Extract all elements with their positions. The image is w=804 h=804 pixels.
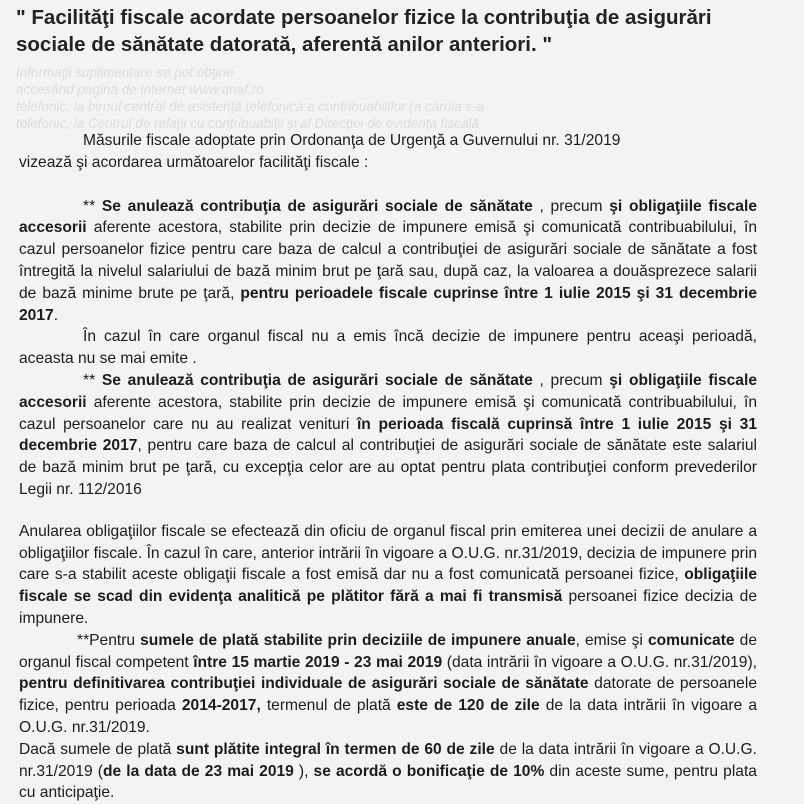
body-text: Anularea obligaţiilor fiscale se efectează din oficiu de organul fiscal prin emiterea unei decizii de anulare a obligaţiilor fiscale. În cazul în care, anterior intrării în vigoare a O.U.G. nr.31/2019, decizia de impunere prin care s-a stabilit aceste obligaţii fiscale a fost emisă dar nu a fost comunicată persoanei fizice,	[19, 522, 757, 584]
emphasis-text: pentru perioadele fiscale cuprinse între 1 iulie 2015 şi 31 decembrie 2017	[19, 284, 757, 324]
emphasis-text: comunicate	[647, 631, 735, 649]
facility-paragraph-1	[19, 196, 757, 370]
emphasis-text: 2014-2017,	[181, 697, 261, 715]
body-text: de la data intrării în vigoare a O.U.G. nr.31/2019.	[19, 697, 758, 736]
body-text: În cazul în care organul fiscal nu a emis încă decizie de impunere pentru aceaşi perioadă, aceasta nu se mai emite .	[19, 328, 757, 368]
emphasis-text: sunt plătite integral în termen de 60 de zile	[176, 740, 495, 758]
body-text: de la data intrării în vigoare a O.U.G. nr.31/2019 (	[19, 740, 757, 780]
document-title: " Facilităţi fiscale acordate persoanelor fizice la contribuţia de asigurări sociale de sănătate datorată, aferentă anilor anteriori. "	[16, 6, 712, 56]
intro-line-2: vizează şi acordarea următoarelor facilităţi fiscale :	[19, 153, 369, 171]
payment-term-paragraph	[19, 630, 757, 739]
body-text: , emise şi	[575, 631, 648, 649]
emphasis-text: şi obligaţiile fiscale accesorii	[19, 197, 757, 237]
body-text: .	[53, 306, 59, 324]
body-text: din aceste sume, pentru plata cu anticipaţie.	[19, 762, 757, 802]
emphasis-text: obligaţiile fiscale se scad din evidenţa analitică pe plătitor fără a mai fi transmisă	[19, 566, 757, 606]
body-text: , precum	[532, 197, 610, 215]
emphasis-text: Se anulează contribuţia de asigurări sociale de sănătate	[101, 371, 533, 389]
emphasis-text: este de 120 de zile	[396, 697, 540, 715]
bullet-marker: **	[83, 371, 102, 389]
body-text: aferente acestora, stabilite prin decizie de impunere emisă şi comunicată contribuabilului, în cazul persoanelor care nu au realizat venituri	[19, 393, 757, 433]
body-text: ),	[293, 762, 314, 780]
facility-paragraph-2	[19, 370, 757, 501]
intro-paragraph	[19, 130, 757, 174]
annulment-paragraph	[19, 521, 757, 630]
emphasis-text: sumele de plată stabilite prin deciziile de impunere anuale	[140, 631, 576, 649]
bleed-through-line: Informaţii suplimentare se pot obţine	[16, 65, 234, 80]
intro-line-1: Măsurile fiscale adoptate prin Ordonanţa de Urgenţă a Guvernului nr. 31/2019	[83, 132, 621, 149]
document-body	[19, 130, 757, 804]
emphasis-text: Se anulează contribuţia de asigurări sociale de sănătate	[101, 197, 533, 215]
bleed-through-line: telefonic, la Centrul de relaţii cu contribuabilii şi al Direcţiei de evidenţa fiscală	[16, 116, 479, 131]
body-text: de organul fiscal competent	[19, 631, 757, 671]
body-text: aferente acestora, stabilite prin decizie de impunere emisă şi comunicată contribuabilului, în cazul persoanelor fizice pentru care baza de calcul a contribuţiei de asigurări sociale de sănătate a fost întregită la nivelul salariului de bază minim brut pe ţară sau, după caz, la valoarea a douăsprezece salarii de bază minime brute pe ţară,	[19, 219, 757, 302]
emphasis-text: se acordă o bonificaţie de 10%	[313, 762, 545, 780]
body-text: (data intrării în vigoare a O.U.G. nr.31/2019),	[442, 653, 757, 671]
bonus-paragraph	[19, 739, 757, 804]
bleed-through-line: accesând pagina de internet www.anaf.ro	[16, 82, 264, 97]
body-text: **Pentru	[77, 631, 141, 649]
body-text: termenul de plată	[260, 697, 397, 715]
emphasis-text: pentru definitivarea contribuţiei individuale de asigurări sociale de sănătate	[19, 675, 589, 693]
bleed-through-text	[16, 64, 716, 132]
emphasis-text: între 15 martie 2019 - 23 mai 2019	[193, 653, 443, 671]
body-text: , precum	[532, 371, 610, 389]
bleed-through-line: telefonic, la biroul central de asistenţă telefonică a contribuabililor (a căruia s-a	[16, 99, 485, 114]
emphasis-text: în perioada fiscală cuprinsă între 1 iulie 2015 şi 31 decembrie 2017	[19, 415, 757, 455]
emphasis-text: de la data de 23 mai 2019	[102, 762, 294, 780]
bullet-marker: **	[83, 197, 102, 215]
body-text: datorate de persoanele fizice, pentru perioada	[19, 675, 757, 715]
emphasis-text: şi obligaţiile fiscale accesorii	[19, 371, 757, 411]
body-text: Dacă sumele de plată	[19, 740, 177, 758]
body-text: , pentru care baza de calcul al contribuţiei de asigurări sociale de sănătate este salariul de bază minim brut pe ţară, cu excepţia celor are au optat pentru plata contribuţiei conform prevederilor Legii nr. 112/2016	[19, 437, 758, 498]
body-text: persoanei fizice decizia de impunere.	[19, 588, 758, 627]
